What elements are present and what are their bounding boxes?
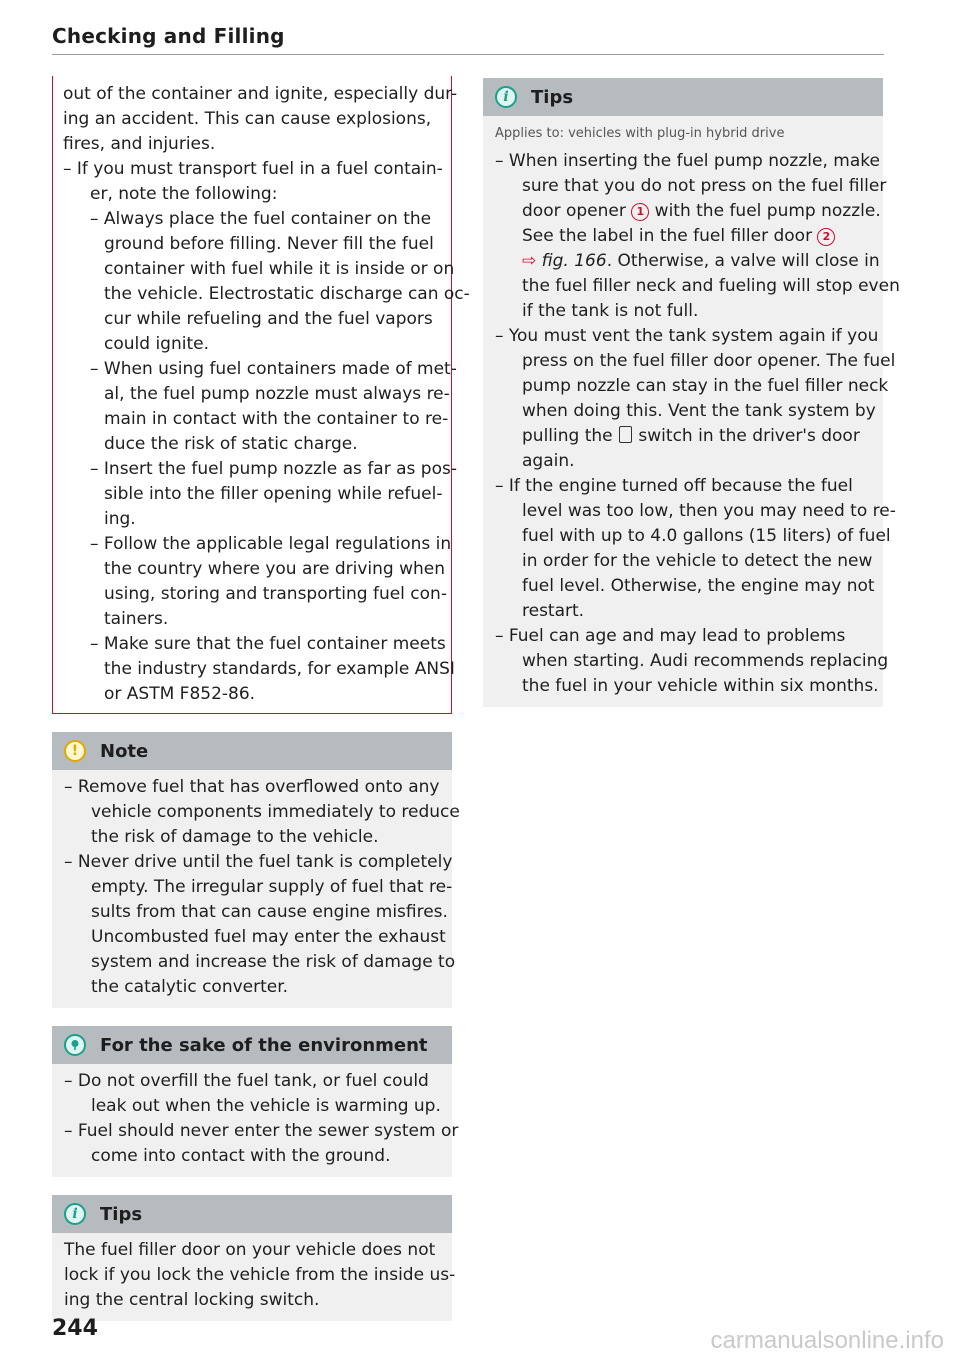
text-line: sults from that can cause engine misfires. <box>91 902 448 922</box>
text-line: ground before filling. Never fill the fuel <box>104 234 434 254</box>
text-line: fuel level. Otherwise, the engine may not <box>522 576 875 596</box>
text-line: ing. <box>104 509 136 529</box>
tips-box <box>52 1195 456 1321</box>
text-line: level was too low, then you may need to re- <box>522 501 896 521</box>
text-line: Uncombusted fuel may enter the exhaust <box>91 927 446 947</box>
text-line: in order for the vehicle to detect the new <box>522 551 873 571</box>
text-fragment: pulling the <box>522 426 619 446</box>
list-item: – Follow the applicable legal regulations in <box>90 534 452 554</box>
text-line: tainers. <box>104 609 169 629</box>
warning-continuation <box>52 76 470 714</box>
text-line: restart. <box>522 601 585 621</box>
tips-body <box>483 116 900 707</box>
right-column <box>483 76 900 707</box>
text-fragment: with the fuel pump nozzle. <box>649 201 881 221</box>
text-line: the industry standards, for example ANSI <box>104 659 455 679</box>
figure-reference[interactable]: fig. 166 <box>541 251 607 271</box>
text-line: empty. The irregular supply of fuel that re- <box>91 877 453 897</box>
page-header <box>52 24 884 55</box>
list-item: – Insert the fuel pump nozzle as far as pos- <box>90 459 457 479</box>
text-line: The fuel filler door on your vehicle does not <box>64 1240 436 1260</box>
left-column <box>52 76 470 1321</box>
text-line <box>495 224 873 249</box>
text-line: system and increase the risk of damage to <box>91 952 456 972</box>
environment-header <box>52 1026 452 1064</box>
environment-body <box>52 1064 459 1177</box>
list-item: – Do not overfill the fuel tank, or fuel could <box>64 1071 429 1091</box>
note-body <box>52 770 460 1008</box>
page-number: 244 <box>52 1316 98 1341</box>
text-line: come into contact with the ground. <box>91 1146 391 1166</box>
arrow-icon: ⇨ <box>522 251 537 271</box>
text-fragment: door opener <box>522 201 632 221</box>
text-line: the risk of damage to the vehicle. <box>91 827 379 847</box>
note-header <box>52 732 452 770</box>
tips-body <box>52 1233 456 1321</box>
list-item: – Always place the fuel container on the <box>90 209 432 229</box>
note-title: Note <box>100 740 149 762</box>
text-line: ing an accident. This can cause explosions, <box>63 109 432 129</box>
applies-to: Applies to: vehicles with plug-in hybrid drive <box>495 126 785 141</box>
text-line: the vehicle. Electrostatic discharge can oc- <box>104 284 470 304</box>
list-item: – If the engine turned off because the fuel <box>495 476 853 496</box>
text-line <box>495 424 873 449</box>
list-item: – When using fuel containers made of met- <box>90 359 457 379</box>
tips-header <box>483 78 883 116</box>
callout-1: 1 <box>631 203 649 221</box>
text-line: container with fuel while it is inside or on <box>104 259 455 279</box>
text-line: again. <box>522 451 575 471</box>
tree-icon <box>64 1034 86 1056</box>
text-line: using, storing and transporting fuel con- <box>104 584 447 604</box>
exclamation-icon: ! <box>64 740 86 762</box>
text-line: or ASTM F852-86. <box>104 684 256 704</box>
list-item: – Never drive until the fuel tank is completely <box>64 852 453 872</box>
text-line: vehicle components immediately to reduce <box>91 802 460 822</box>
environment-box <box>52 1026 459 1177</box>
tips-title: Tips <box>100 1203 143 1225</box>
text-line: main in contact with the container to re- <box>104 409 449 429</box>
text-line: fuel with up to 4.0 gallons (15 liters) of fuel <box>522 526 891 546</box>
text-fragment: See the label in the fuel filler door <box>522 226 818 246</box>
list-item: – Fuel can age and may lead to problems <box>495 626 846 646</box>
list-item: – Remove fuel that has overflowed onto any <box>64 777 440 797</box>
text-fragment: switch in the driver's door <box>633 426 860 446</box>
text-line: er, note the following: <box>90 184 278 204</box>
text-line: the fuel in your vehicle within six months. <box>522 676 879 696</box>
text-line: the country where you are driving when <box>104 559 446 579</box>
list-item: – Fuel should never enter the sewer system or <box>64 1121 459 1141</box>
info-icon: i <box>495 86 517 108</box>
list-item: – If you must transport fuel in a fuel contain- <box>63 159 443 179</box>
text-line <box>495 199 881 224</box>
text-line: ing the central locking switch. <box>64 1290 320 1310</box>
info-icon: i <box>64 1203 86 1225</box>
text-line: al, the fuel pump nozzle must always re- <box>104 384 450 404</box>
text-line: the fuel filler neck and fueling will stop even <box>522 276 900 296</box>
section-title: Checking and Filling <box>52 24 285 48</box>
text-line: out of the container and ignite, especially dur- <box>63 84 458 104</box>
tips-title: Tips <box>531 86 574 108</box>
tips-header <box>52 1195 452 1233</box>
text-line: cur while refueling and the fuel vapors <box>104 309 433 329</box>
text-line: if the tank is not full. <box>522 301 699 321</box>
text-line: when doing this. Vent the tank system by <box>522 401 876 421</box>
text-line: could ignite. <box>104 334 209 354</box>
text-fragment: . Otherwise, a valve will close in <box>606 251 880 271</box>
list-item: – When inserting the fuel pump nozzle, make <box>495 151 880 171</box>
text-line: pump nozzle can stay in the fuel filler neck <box>522 376 889 396</box>
text-line: sure that you do not press on the fuel filler <box>522 176 887 196</box>
text-line: leak out when the vehicle is warming up. <box>91 1096 441 1116</box>
list-item: – Make sure that the fuel container meets <box>90 634 446 654</box>
text-line: the catalytic converter. <box>91 977 289 997</box>
text-line: sible into the filler opening while refuel- <box>104 484 443 504</box>
tips-box <box>483 78 900 707</box>
list-item: – You must vent the tank system again if you <box>495 326 879 346</box>
text-line: fires, and injuries. <box>63 134 216 154</box>
text-line: when starting. Audi recommends replacing <box>522 651 889 671</box>
note-box <box>52 732 460 1008</box>
environment-title: For the sake of the environment <box>100 1034 428 1056</box>
text-line: duce the risk of static charge. <box>104 434 358 454</box>
text-line: press on the fuel filler door opener. The fuel <box>522 351 896 371</box>
watermark: carmanualsonline.info <box>710 1327 944 1354</box>
text-line <box>495 249 880 274</box>
text-line: lock if you lock the vehicle from the inside us- <box>64 1265 456 1285</box>
callout-2: 2 <box>817 228 835 246</box>
vent-switch-icon <box>619 426 632 443</box>
